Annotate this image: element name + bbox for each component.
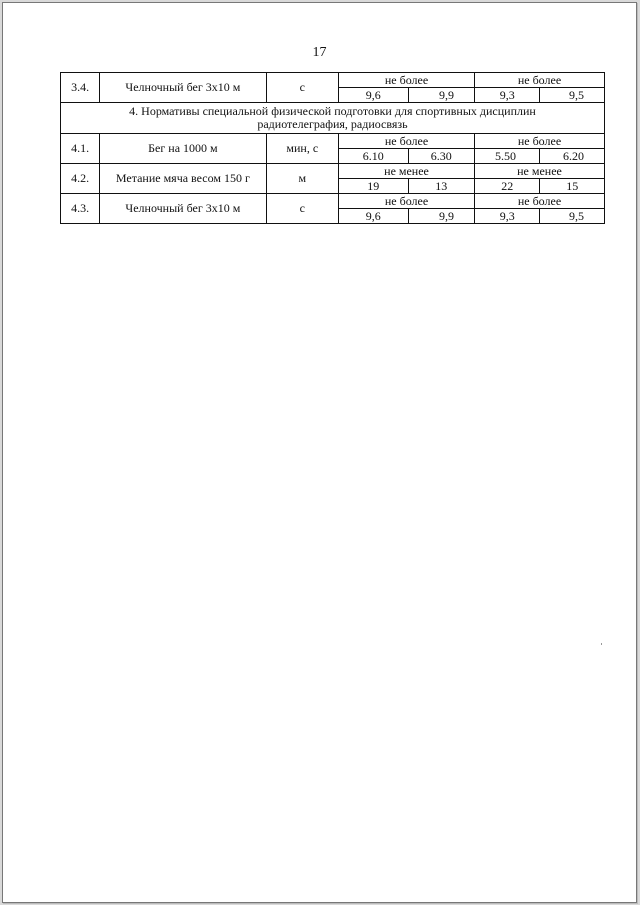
value-cell: 9,3	[475, 209, 540, 224]
value-cell: 6.20	[540, 149, 605, 164]
table-row	[61, 134, 605, 149]
value-cell: 9,5	[540, 88, 605, 103]
page-number: 17	[312, 45, 327, 60]
unit: м	[266, 164, 339, 194]
condition-right: не более	[475, 194, 605, 209]
standards-table	[60, 72, 605, 224]
value-cell: 19	[339, 179, 409, 194]
value-cell: 15	[540, 179, 605, 194]
value-cell: 9,9	[408, 209, 474, 224]
row-number: 3.4.	[61, 73, 100, 103]
value-cell: 9,3	[475, 88, 540, 103]
condition-left: не более	[339, 134, 475, 149]
unit: с	[266, 194, 339, 224]
exercise-name: Метание мяча весом 150 г	[100, 164, 266, 194]
condition-right: не более	[475, 73, 605, 88]
condition-right: не более	[475, 134, 605, 149]
value-cell: 6.10	[339, 149, 409, 164]
table-row	[61, 164, 605, 179]
value-cell: 9,5	[540, 209, 605, 224]
exercise-name: Бег на 1000 м	[100, 134, 266, 164]
value-cell: 13	[408, 179, 474, 194]
section-title-line-2: радиотелеграфия, радиосвязь	[257, 117, 408, 131]
section-header-row	[61, 103, 605, 134]
row-number: 4.1.	[61, 134, 100, 164]
condition-left: не более	[339, 194, 475, 209]
value-cell: 5.50	[475, 149, 540, 164]
row-number: 4.3.	[61, 194, 100, 224]
section-title-line-1: 4. Нормативы специальной физической подготовки для спортивных дисциплин	[129, 104, 536, 118]
unit: с	[266, 73, 339, 103]
condition-right: не менее	[475, 164, 605, 179]
condition-left: не менее	[339, 164, 475, 179]
table-row	[61, 73, 605, 88]
exercise-name: Челночный бег 3х10 м	[100, 194, 266, 224]
value-cell: 9,9	[408, 88, 474, 103]
value-cell: 9,6	[339, 209, 409, 224]
condition-left: не более	[339, 73, 475, 88]
value-cell: 9,6	[339, 88, 409, 103]
unit: мин, с	[266, 134, 339, 164]
row-number: 4.2.	[61, 164, 100, 194]
section-title	[61, 103, 605, 134]
scan-mark	[601, 643, 602, 645]
document-page	[2, 2, 637, 903]
value-cell: 22	[475, 179, 540, 194]
exercise-name: Челночный бег 3х10 м	[100, 73, 266, 103]
value-cell: 6.30	[408, 149, 474, 164]
table-row	[61, 194, 605, 209]
